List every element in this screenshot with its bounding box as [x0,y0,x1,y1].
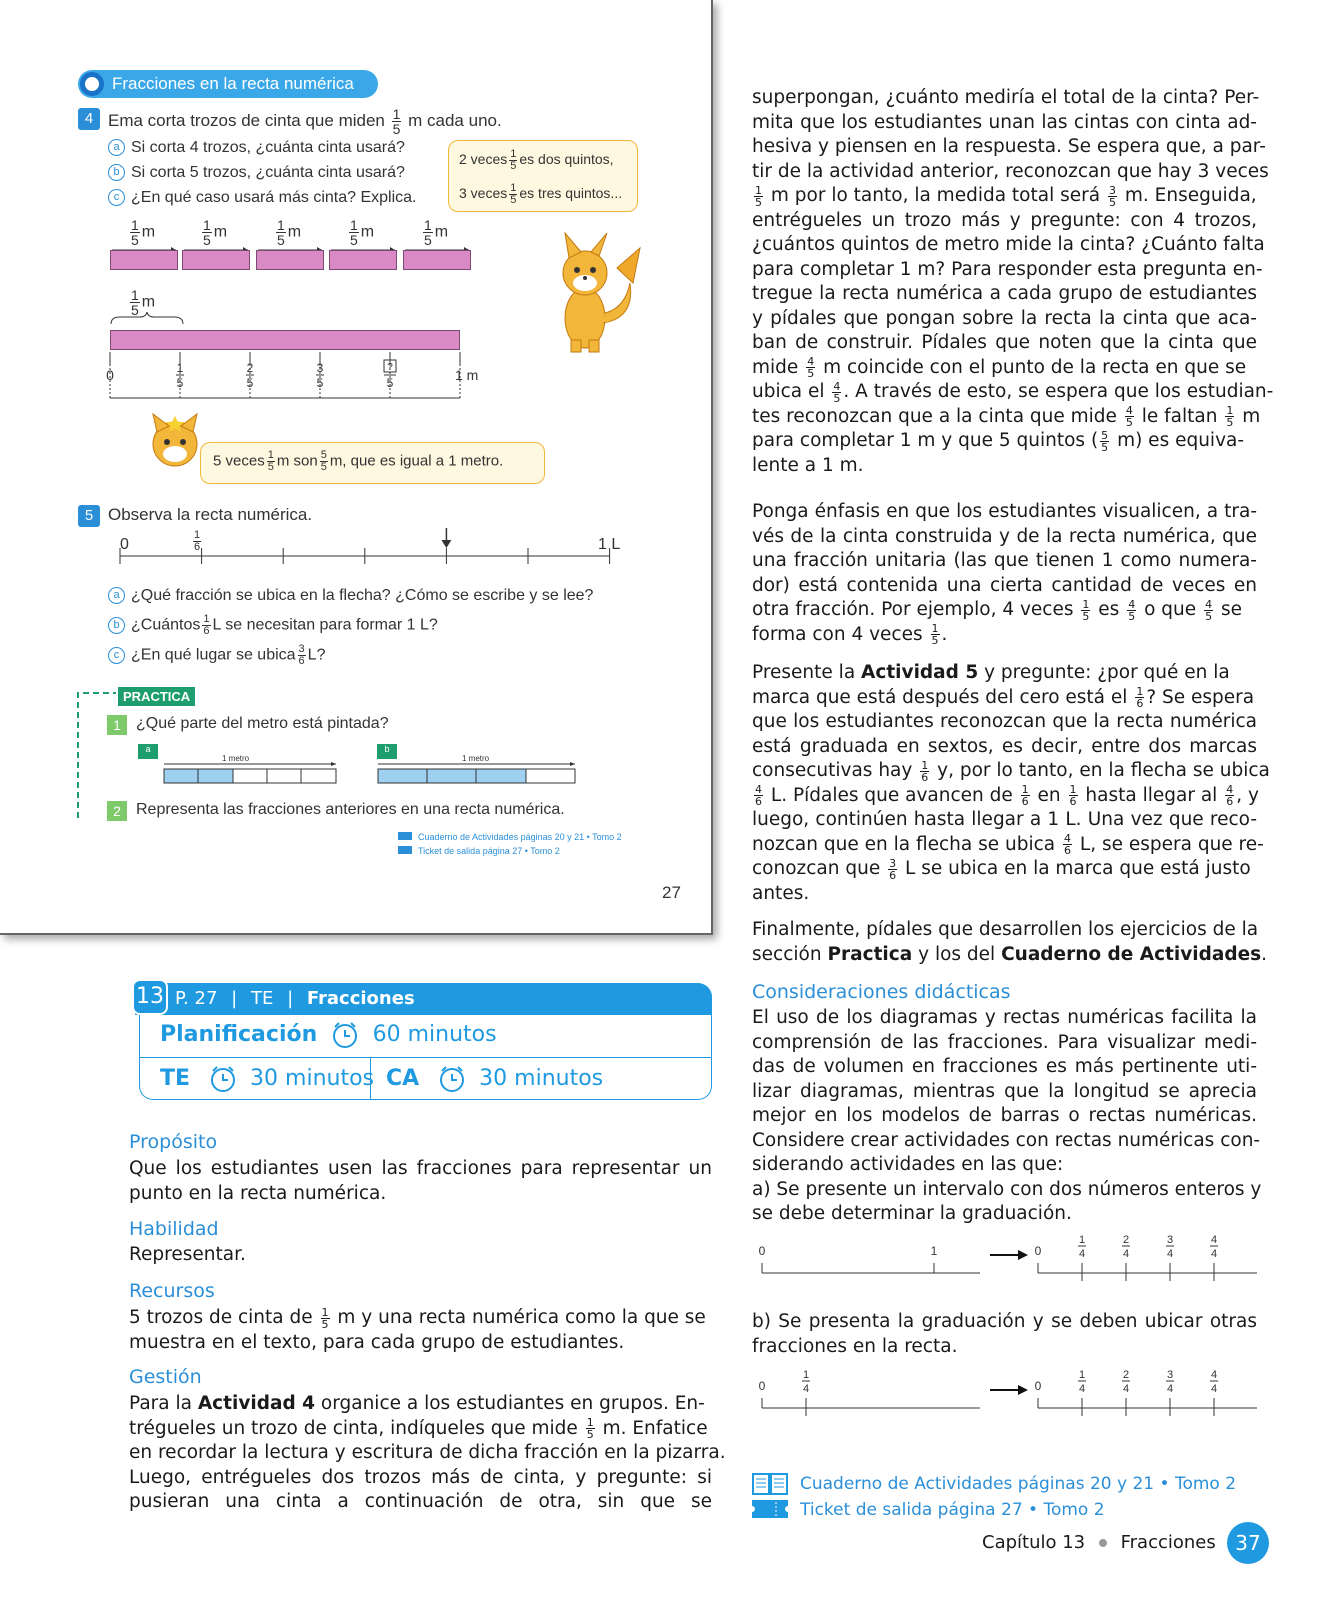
info-box-divider [140,1057,711,1058]
nla-right-label-0: 0 [1034,1244,1042,1258]
paragraph-b: b) Se presenta la graduación y se deben ubicar otras fracciones en la recta. [752,1311,1257,1357]
nla-left-label-1: 1 [930,1244,938,1258]
tape-label-2: $\frac{1}{5}$ m [203,217,228,248]
tape-piece-2 [182,250,250,270]
nlb-right-frac-3-den: 4 [1166,1383,1174,1395]
tape-label-3: $\frac{1}{5}$ m [277,217,302,248]
bullet-icon [80,72,104,96]
activity-5-number: 5 [78,505,100,527]
footer-ticket-ref: Ticket de salida página 27 • Tomo 2 [800,1500,1105,1520]
section-title: Fracciones en la recta numérica [112,74,354,93]
heading-proposito: Propósito [129,1131,218,1153]
activity-5-prompt: Observa la recta numérica. [108,505,313,524]
nlb-right-label-0: 0 [1034,1379,1042,1393]
nlb-right-frac-1-den: 4 [1078,1383,1086,1395]
metro-label-a: 1 metro [222,754,250,763]
brace-label: $\frac{1}{5}$ m [131,287,156,318]
nl5-arrowhead [441,540,451,548]
nlb-left-frac-den: 4 [802,1383,810,1395]
nlb-left-label-0: 0 [758,1379,766,1393]
number-line-example-b [752,1368,1257,1428]
paragraph-right-4: Finalmente, pídales que desarrollen los ejercicios de la sección Practica y los del Cuaderno de Actividades. [752,919,1268,965]
nla-right-frac-4-num: 4 [1210,1234,1218,1246]
nl4-unknown-mark: ? [387,362,393,373]
nl5-tick-one-sixth: $\frac{1}{6}$ [194,529,201,553]
separator-dot [1099,1539,1107,1547]
conclusion-bubble: 5 veces $\frac{1}{5}$ m son $\frac{5}{5}$ m, que es igual a 1 metro. [200,442,545,484]
nl4-label-0: 0 [106,367,114,383]
ca-time-cell: CA 30 minutos [386,1066,604,1091]
info-box-body [139,1015,712,1100]
metro-label-b: 1 metro [462,754,490,763]
paragraph-right-2: Ponga énfasis en que los estudiantes visualicen, a tra- vés de la cinta construida y de la recta numérica, que una fracción unitaria (las que tienen 1 como numera- dor) está contenida una cierta cantidad de veces en otra fracción. Por ejemplo, 4 veces $\frac{1}{5}$ es $\frac{4}{5}$ o que $\frac{4}{5}$ se forma con 4 veces $\frac{1}{5}$ . [752,501,1257,647]
activity-4-prompt: Ema corta trozos de cinta que miden $\frac{1}{5}$ m cada uno. [108,106,502,137]
nlb-right-frac-1-num: 1 [1078,1369,1086,1381]
paragraph-right-3: Presente la Actividad 5 y pregunte: ¿por qué en la marca que está después del cero está el $\frac{1}{6}$ ? Se espera que los estudiantes reconozcan que la recta numérica está graduada en sextos, es decir, entre dos marcas consecutivas hay $\frac{1}{6}$ y, por lo tanto, en la flecha se ubica $\frac{4}{6}$ L. Pídales que avancen de $\frac{1}{6}$ en $\frac{1}{6}$ hasta llegar al $\frac{4}{6}$ , y luego, continúen hasta llegar a 1 L. Una vez que reco- nozcan que en la flecha se ubica $\frac{4}{6}$ L, se espera que re- conozcan que $\frac{3}{6}$ L se ubica en la marca que está justo antes. [752,662,1270,904]
nl4-label-3-den: 5 [316,376,324,390]
ticket-icon [752,1500,788,1518]
nl4-unknown-den: 5 [386,376,394,390]
practica-1-number: 1 [107,715,127,735]
footer-cuaderno-ref: Cuaderno de Actividades páginas 20 y 21 • Tomo 2 [800,1474,1237,1494]
nlb-right-frac-4-num: 4 [1210,1369,1218,1381]
nl4-label-2-den: 5 [246,376,254,390]
tape-piece-5 [403,250,471,270]
nla-right-frac-1-den: 4 [1078,1248,1086,1260]
nlb-right-frac-2-den: 4 [1122,1383,1130,1395]
section-header [78,70,378,98]
nlb-right-frac-4-den: 4 [1210,1383,1218,1395]
paragraph-proposito: Que los estudiantes usen las fracciones para representar un punto en la recta numérica. [129,1158,712,1204]
nlb-right-frac-3-num: 3 [1166,1369,1174,1381]
te-time-cell: TE 30 minutos [160,1066,375,1091]
fox-head-image [145,412,205,472]
clock-icon [438,1065,466,1093]
paragraph-recursos: 5 trozos de cinta de $\frac{1}{5}$ m y una recta numérica como la que se muestra en el texto, para cada grupo de estudiantes. [129,1305,706,1353]
planning-row: Planificación 60 minutos [160,1022,497,1047]
metro-bar-a [163,762,338,790]
paragraph-habilidad: Representar. [129,1244,246,1265]
nla-right-frac-2-num: 2 [1122,1234,1130,1246]
nlb-right-frac-2-num: 2 [1122,1369,1130,1381]
number-line-act4 [100,350,480,420]
nlb-transform-arrowhead [1018,1385,1028,1395]
paragraph-gestion: Para la Actividad 4 organice a los estudiantes en grupos. En- trégueles un trozo de cinta, indíqueles que mide $\frac{1}{5}$ m. Enfatice en recordar la lectura y escritura de dicha fracción en la pizarra. Luego, entrégueles dos trozos más de cinta, y pregunte: si pusieran una cinta a continuación de otra, sin que se [129,1393,726,1512]
nla-right-frac-3-den: 4 [1166,1248,1174,1260]
tape-piece-1 [110,250,178,270]
planning-info-box [135,983,712,1100]
practica-2-question: Representa las fracciones anteriores en una recta numérica. [136,801,565,818]
number-line-example-a [752,1233,1257,1293]
tape-piece-4 [329,250,397,270]
heading-consideraciones: Consideraciones didácticas [752,981,1011,1003]
tape-label-4: $\frac{1}{5}$ m [350,217,375,248]
tape-piece-3 [256,250,324,270]
paragraph-consideraciones: El uso de los diagramas y rectas numéricas facilita la comprensión de las fracciones. Para visualizar medi- das de volumen en fracciones es más pertinente uti- lizar diagramas, mientras que la longitud se aprecia mejor en los modelos de barras o rectas numéricas. Considere crear actividades con rectas numéricas con- siderando actividades en las que: a) Se presente un intervalo con dos números enteros y se debe determinar la graduación. [752,1007,1262,1224]
activity-4-question-b: b Si corta 5 trozos, ¿cuánta cinta usará? [108,164,405,182]
practica-2-number: 2 [107,801,127,821]
nl4-label-1-num: 1 [176,361,184,375]
activity-4-number: 4 [78,108,100,130]
book-icon [752,1472,788,1496]
number-line-act5 [110,528,630,588]
page-number: 37 [1227,1522,1269,1564]
heading-gestion: Gestión [129,1366,202,1388]
clock-icon [209,1065,237,1093]
chapter-footer: Capítulo 13 Fracciones [982,1532,1216,1553]
chapter-badge: 13 [132,979,168,1015]
nl4-label-3-num: 3 [316,361,324,375]
brace-icon [110,312,185,326]
tape-label-1: $\frac{1}{5}$ m [131,217,156,248]
practica-tag-b: b [377,744,397,759]
paragraph-right-1: superpongan, ¿cuánto mediría el total de la cinta? Per- mita que los estudiantes unan las cintas con cinta ad- hesiva y piensen en la respuesta. Se espera que, a par- tir de la actividad anterior, reconozcan que hay 3 veces $\frac{1}{5}$ m por lo tanto, la medida total será $\frac{3}{5}$ m. Enseguida, entrégueles un trozo más y pregunte: con 4 trozos, ¿cuántos quintos de metro mide la cinta? ¿Cuánto falta para completar 1 m? Para responder esta pregunta en- tregue la recta numérica a cada grupo de estudiantes y pídales que pongan sobre la recta la cinta que aca- ban de construir. Pídales que noten que la cinta que mide $\frac{4}{5}$ m coincide con el punto de la recta en que se ubica el $\frac{4}{5}$ . A través de esto, se espera que los estudian- tes reconozcan que a la cinta que mide $\frac{4}{5}$ le faltan $\frac{1}{5}$ m para completar 1 m y que 5 quintos ( $\frac{5}{5}$ m) es equiva- lente a 1 m. [752,87,1274,476]
activity-4-question-a: a Si corta 4 trozos, ¿cuánta cinta usará? [108,139,405,157]
nl5-tick-1L: 1 L [598,536,621,553]
info-box-header: P. 27 | TE | Fracciones [135,983,712,1015]
nla-right-frac-1-num: 1 [1078,1234,1086,1246]
nl5-tick-0: 0 [120,536,129,553]
student-book-page [0,0,713,935]
book-page-number: 27 [662,883,681,902]
activity-5-question-a: a ¿Qué fracción se ubica en la flecha? ¿Cómo se escribe y se lee? [108,587,593,605]
practica-tag-a: a [138,744,158,759]
nla-right-frac-2-den: 4 [1122,1248,1130,1260]
book-ref-cuaderno: Cuaderno de Actividades páginas 20 y 21 • Tomo 2 [398,832,622,842]
nla-left-label-0: 0 [758,1244,766,1258]
nlb-left-frac-num: 1 [802,1369,810,1381]
nla-right-frac-4-den: 4 [1210,1248,1218,1260]
nla-transform-arrowhead [1018,1250,1028,1260]
activity-5-question-c: c ¿En qué lugar se ubica $\frac{3}{6}$ L? [108,644,325,667]
fox-mascot-image [555,228,645,353]
hint-bubble: 2 veces $\frac{1}{5}$ es dos quintos, 3 veces $\frac{1}{5}$ es tres quintos... [448,140,638,212]
metro-bar-b [377,762,577,790]
long-tape [110,330,460,350]
nla-right-frac-3-num: 3 [1166,1234,1174,1246]
activity-4-question-c: c ¿En qué caso usará más cinta? Explica. [108,189,416,207]
nl4-label-1-den: 5 [176,376,184,390]
practica-label: PRACTICA [118,687,195,706]
clock-icon [331,1021,359,1049]
heading-recursos: Recursos [129,1280,215,1302]
activity-5-question-b: b ¿Cuántos $\frac{1}{6}$ L se necesitan para formar 1 L? [108,614,438,637]
heading-habilidad: Habilidad [129,1218,219,1240]
nl4-label-2-num: 2 [246,361,254,375]
practica-1-question: ¿Qué parte del metro está pintada? [136,715,389,732]
tape-label-5: $\frac{1}{5}$ m [424,217,449,248]
nl4-label-1m: 1 m [455,367,479,383]
book-ref-ticket: Ticket de salida página 27 • Tomo 2 [398,846,560,856]
